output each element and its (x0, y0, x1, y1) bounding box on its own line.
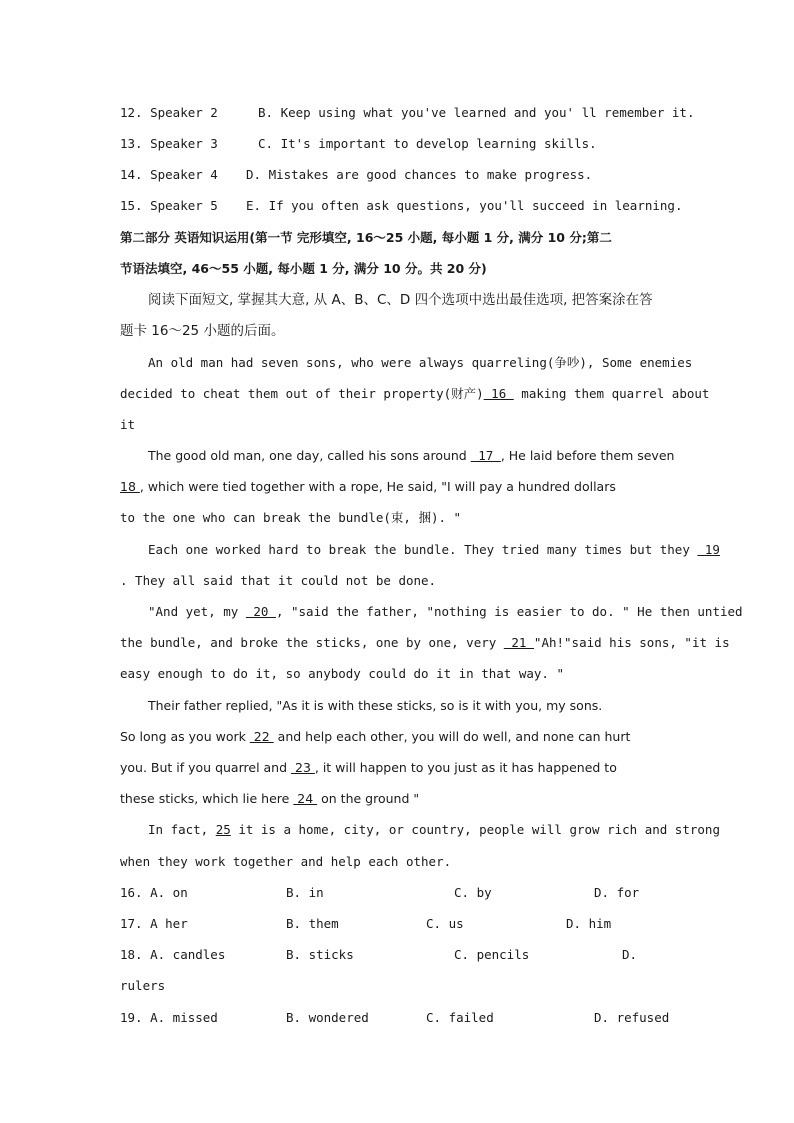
section-heading-cont: 节语法填空, 46～55 小题, 每小题 1 分, 满分 10 分。共 20 分) (120, 261, 487, 276)
blank-23: 23 (291, 760, 315, 775)
passage-line: Each one worked hard to break the bundle. They tried many times but they 19 (148, 542, 720, 557)
passage-line: So long as you work 22 and help each other, you will do well, and none can hurt (120, 729, 631, 744)
choice-d-wrap: rulers (120, 978, 166, 993)
passage-line: to the one who can break the bundle(束, 捆). " (120, 510, 462, 525)
instructions: 阅读下面短文, 掌握其大意, 从 A、B、C、D 四个选项中选出最佳选项, 把答案涂在答 (148, 292, 653, 308)
speaker-option: B. Keep using what you've learned and you' ll remember it. (258, 105, 695, 120)
blank-25: 25 (215, 822, 231, 837)
choice-b: B. sticks (286, 947, 354, 962)
choice-d: D. for (594, 885, 640, 900)
choice-d: D. refused (594, 1010, 670, 1025)
speaker-option: C. It's important to develop learning skills. (258, 136, 597, 151)
speaker-number: 12. Speaker 2 (120, 105, 218, 120)
choice-d: D. him (566, 916, 612, 931)
passage-line: 18 , which were tied together with a rope, He said, "I will pay a hundred dollars (120, 479, 616, 494)
speaker-number: 15. Speaker 5 (120, 198, 218, 213)
choice-b: B. them (286, 916, 339, 931)
speaker-option: D. Mistakes are good chances to make progress. (246, 167, 593, 182)
section-heading: 第二部分 英语知识运用(第一节 完形填空, 16～25 小题, 每小题 1 分, 满分 10 分;第二 (120, 230, 612, 245)
passage-line: you. But if you quarrel and 23 , it will happen to you just as it has happened to (120, 760, 617, 775)
passage-line: An old man had seven sons, who were always quarreling(争吵), Some enemies (148, 355, 693, 370)
blank-17: 17 (470, 448, 501, 463)
choice-c: C. by (454, 885, 492, 900)
passage-line: decided to cheat them out of their property(财产) 16 making them quarrel about (120, 386, 710, 401)
choice-c: C. failed (426, 1010, 494, 1025)
passage-line: In fact, 25 it is a home, city, or country, people will grow rich and strong (148, 822, 720, 837)
blank-20: 20 (245, 604, 276, 619)
choice-a: 19. A. missed (120, 1010, 218, 1025)
choice-a: 16. A. on (120, 885, 188, 900)
blank-19: 19 (697, 542, 720, 557)
blank-22: 22 (249, 729, 274, 744)
blank-16: 16 (483, 386, 514, 401)
speaker-number: 14. Speaker 4 (120, 167, 218, 182)
choice-a: 18. A. candles (120, 947, 226, 962)
passage-line: The good old man, one day, called his sons around 17 , He laid before them seven (148, 448, 675, 463)
passage-line: these sticks, which lie here 24 on the ground " (120, 791, 420, 806)
blank-24: 24 (293, 791, 318, 806)
speaker-number: 13. Speaker 3 (120, 136, 218, 151)
choice-a: 17. A her (120, 916, 188, 931)
passage-line: the bundle, and broke the sticks, one by one, very 21 "Ah!"said his sons, "it is (120, 635, 730, 650)
passage-line: it (120, 417, 136, 432)
choice-b: B. wondered (286, 1010, 369, 1025)
choice-d: D. (622, 947, 638, 962)
choice-c: C. pencils (454, 947, 530, 962)
passage-line: "And yet, my 20 , "said the father, "nothing is easier to do. " He then untied (148, 604, 743, 619)
speaker-option: E. If you often ask questions, you'll succeed in learning. (246, 198, 683, 213)
passage-line: Their father replied, "As it is with these sticks, so is it with you, my sons. (148, 698, 603, 713)
passage-line: when they work together and help each other. (120, 854, 452, 869)
passage-line: easy enough to do it, so anybody could do it in that way. " (120, 666, 565, 681)
choice-c: C. us (426, 916, 464, 931)
choice-b: B. in (286, 885, 324, 900)
instructions-cont: 题卡 16～25 小题的后面。 (120, 323, 285, 339)
passage-line: . They all said that it could not be done. (120, 573, 437, 588)
blank-21: 21 (503, 635, 534, 650)
blank-18: 18 (120, 479, 140, 494)
